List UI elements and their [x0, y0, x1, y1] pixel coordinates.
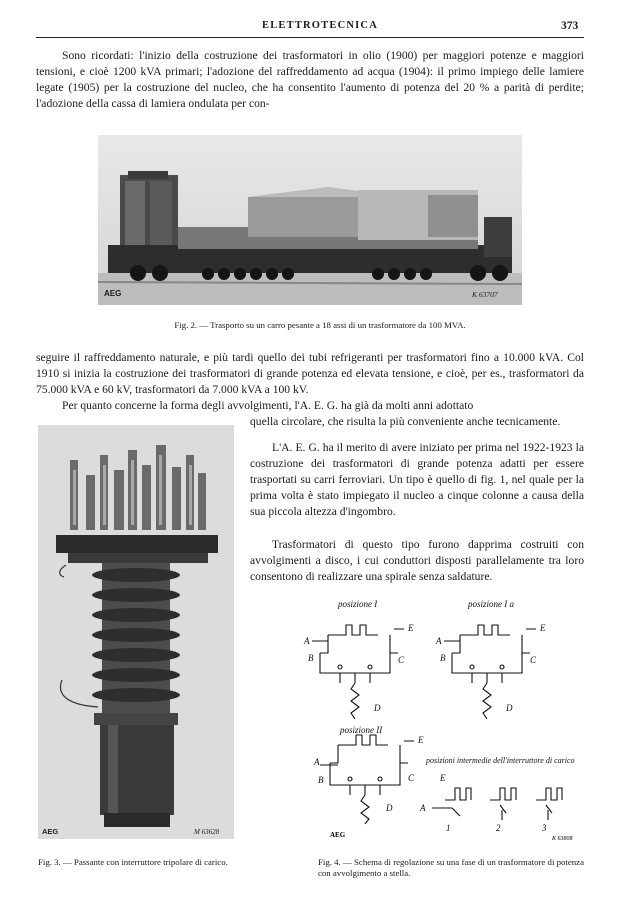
letter-E-2: E: [540, 623, 546, 633]
letter-E-3: E: [418, 735, 424, 745]
fig4-caption: Fig. 4. — Schema di regolazione su una fase di un trasformatore di potenza con avvolgimento a stella.: [318, 857, 584, 878]
fig2-brand: AEG: [104, 289, 122, 298]
fig4-label-pos2: posizione II: [340, 725, 383, 735]
letter-D-1: D: [374, 703, 381, 713]
paragraph-3-line1: Per quanto concerne la forma degli avvolgimenti, l'A. E. G. ha già da molti anni adottato: [62, 399, 474, 412]
fig2-code: K 63707: [472, 290, 498, 299]
schema-intermediate: [432, 788, 562, 820]
fig3-caption: Fig. 3. — Passante con interruttore tripolare di carico.: [38, 857, 228, 867]
schema-pos1a: [444, 625, 536, 719]
paragraph-4: L'A. E. G. ha il merito di avere iniziato per prima nel 1922-1923 la costruzione dei trasformatori di grande potenza adatti per essere trasportati su carri ferroviari. Un tipo è quello di fig. 1, nel quale per la prima volta è stato impiegato il nucleo a cinque colonne a causa della sua piccola altezza d'ingombro.: [250, 441, 584, 518]
letter-D-3: D: [386, 803, 393, 813]
step-1: 1: [446, 823, 451, 833]
running-header: ELETTROTECNICA: [262, 20, 378, 31]
letter-A-3: A: [314, 757, 320, 767]
fig3-photo: [38, 425, 234, 839]
header-rule: [36, 37, 584, 38]
letter-A-2: A: [436, 636, 442, 646]
letter-C-3: C: [408, 773, 415, 783]
step-2: 2: [496, 823, 501, 833]
letter-B-3: B: [318, 775, 324, 785]
fig4-label-pos1a: posizione I a: [468, 599, 514, 609]
letter-D-2: D: [506, 703, 513, 713]
fig4-schematic: [300, 595, 584, 845]
page-number: 373: [561, 20, 579, 32]
fig2-caption: Fig. 2. — Trasporto su un carro pesante a 18 assi di un trasformatore da 100 MVA.: [174, 320, 466, 330]
letter-E-1: E: [408, 623, 414, 633]
paragraph-2: seguire il raffreddamento naturale, e più tardi quello dei tubi refrigeranti per trasformatori fino a 10.000 kVA. Col 1910 si inizia la costruzione dei trasformatori di grande potenza ed elevata tensione, e cioè, per es., trasformatori da 75.000 kVA e 60 kV, trasformatori da 7.000 kVA a 100 kV.: [36, 351, 584, 396]
fig4-brand: AEG: [330, 831, 346, 839]
fig3-brand: AEG: [42, 827, 59, 836]
letter-E-4: E: [440, 773, 446, 783]
step-3: 3: [542, 823, 547, 833]
fig4-label-intermediate: posizioni intermedie dell'interruttore di carico: [426, 756, 575, 765]
letter-B-1: B: [308, 653, 314, 663]
letter-A-4: A: [420, 803, 426, 813]
letter-C-2: C: [530, 655, 537, 665]
fig4-code: K 63808: [552, 836, 573, 842]
letter-A-1: A: [304, 636, 310, 646]
fig4-label-pos1: posizione I: [338, 599, 378, 609]
letter-C-1: C: [398, 655, 405, 665]
paragraph-3-rest: quella circolare, che risulta la più conveniente anche tecnicamente.: [250, 415, 561, 428]
letter-B-2: B: [440, 653, 446, 663]
schema-pos1: [312, 625, 404, 719]
fig3-code: M 63628: [194, 828, 220, 836]
fig2-photo: [98, 135, 522, 305]
intro-paragraph: Sono ricordati: l'inizio della costruzione dei trasformatori in olio (1900) per maggiori potenze e maggiori tensioni, e cioè 1200 kVA primari; l'adozione del raffreddamento ad acqua (1904): il primo impiego delle lamiere legate (1905) per la costruzione del nucleo, che ha consentito l'aumento di potenza del 20 % a parità di perdite; l'adozione della cassa di lamiera ondulata per con-: [36, 49, 584, 110]
paragraph-5: Trasformatori di questo tipo furono dapprima costruiti con avvolgimenti a disco, i cui conduttori disposti parallelamente tra loro consentono di realizzare una spirale senza saldature.: [250, 538, 584, 583]
schema-pos2: [320, 735, 414, 824]
